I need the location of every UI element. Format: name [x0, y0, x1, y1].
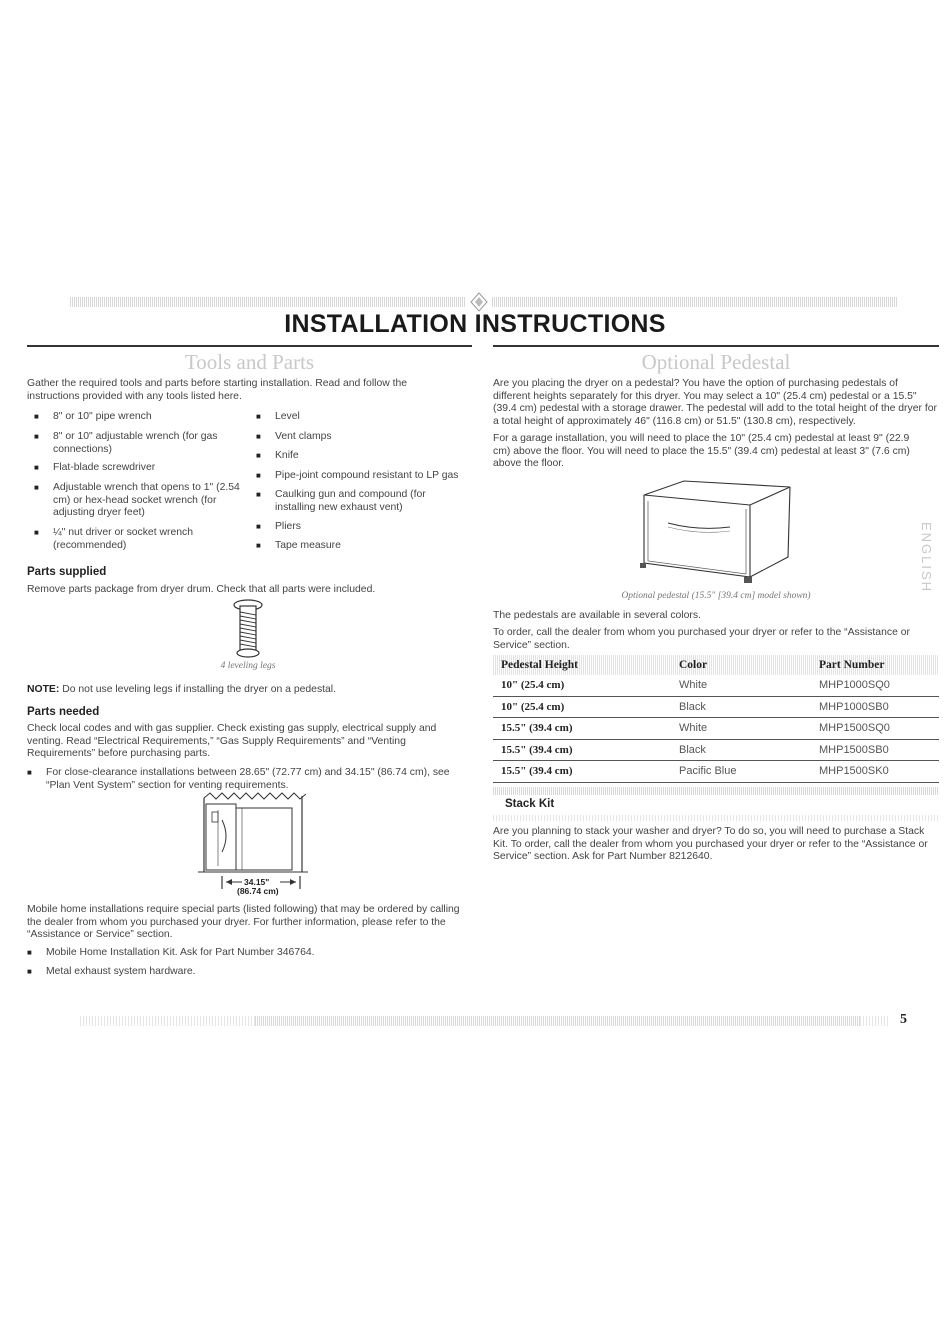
note-text: Do not use leveling legs if installing the dryer on a pedestal.	[62, 684, 337, 695]
tool-item: ■ ¼" nut driver or socket wrench (recommended)	[53, 527, 223, 552]
cell-part-number: MHP1000SQ0	[819, 675, 939, 696]
tool-item: ■ Knife	[275, 450, 465, 463]
dimension-label-inches: 34.15"	[244, 877, 270, 887]
parts-supplied-text: Remove parts package from dryer drum. Check that all parts were included.	[27, 584, 376, 595]
parts-needed-heading: Parts needed	[27, 706, 100, 718]
cell-part-number: MHP1000SB0	[819, 696, 939, 718]
pedestal-caption: Optional pedestal (15.5" [39.4 cm] model shown)	[621, 591, 811, 601]
table-row	[493, 675, 939, 696]
parts-supplied-heading: Parts supplied	[27, 566, 107, 578]
cell-height: 15.5" (39.4 cm)	[493, 761, 679, 783]
table-header-row	[493, 655, 939, 675]
cell-height: 15.5" (39.4 cm)	[493, 718, 679, 740]
mobile-bullet: ■ Metal exhaust system hardware.	[46, 966, 466, 979]
header-hatch-left	[70, 297, 465, 307]
language-side-tab: ENGLISH	[919, 522, 934, 594]
left-title-rule	[27, 345, 472, 347]
tool-item: ■ 8" or 10" pipe wrench	[53, 411, 243, 424]
tool-item: ■ Adjustable wrench that opens to 1" (2.54 cm) or hex-head socket wrench (for adjusting dryer feet)	[53, 482, 240, 520]
pedestal-table	[493, 655, 939, 783]
page-title: INSTALLATION INSTRUCTIONS	[284, 310, 666, 338]
tool-item: ■ Flat-blade screwdriver	[53, 462, 243, 475]
stack-kit-hatch-bottom	[493, 815, 939, 821]
cell-part-number: MHP1500SQ0	[819, 718, 939, 740]
header-hatch-right	[492, 297, 897, 307]
leveling-leg-illustration	[228, 598, 268, 660]
cell-color: White	[679, 675, 819, 696]
pedestal-para-4: To order, call the dealer from whom you purchased your dryer or refer to the “Assistance or Service” section.	[493, 627, 910, 651]
cell-part-number: MHP1500SK0	[819, 761, 939, 783]
header-pedestal-height: Pedestal Height	[493, 655, 679, 675]
table-row	[493, 761, 939, 783]
header-diamond-icon	[470, 292, 488, 312]
table-row	[493, 739, 939, 761]
cell-color: Pacific Blue	[679, 761, 819, 783]
page-number: 5	[900, 1012, 907, 1027]
stack-kit-hatch	[493, 787, 939, 795]
tool-item: ■ Tape measure	[275, 540, 465, 553]
stack-kit-heading: Stack Kit	[505, 798, 555, 810]
pedestal-para-3: The pedestals are available in several colors.	[493, 610, 701, 621]
tool-item: ■ Vent clamps	[275, 431, 465, 444]
header-part-number: Part Number	[819, 655, 939, 675]
tool-item: ■ Level	[275, 411, 465, 424]
tools-and-parts-heading: Tools and Parts	[184, 350, 315, 374]
pedestal-illustration	[638, 477, 794, 585]
optional-pedestal-heading: Optional Pedestal	[641, 350, 791, 374]
cell-part-number: MHP1500SB0	[819, 739, 939, 761]
pedestal-para-1: Are you placing the dryer on a pedestal? You have the option of purchasing pedestals of different heights separately for this dryer. You may select a 10" (25.4 cm) pedestal or a 15.5" (39.4 cm) pedestal with a storage drawer. The pedestal will add to the total height of the dryer for a total height of approximately 46" (116.8 cm) or 51.5" (130.8 cm), respectively.	[493, 378, 937, 427]
mobile-bullet: ■ Mobile Home Installation Kit. Ask for Part Number 346764.	[46, 947, 466, 960]
tools-intro: Gather the required tools and parts before starting installation. Read and follow the instructions provided with any tools listed here.	[27, 378, 408, 402]
note	[27, 684, 467, 697]
legs-caption: 4 leveling legs	[220, 661, 276, 671]
header-color: Color	[679, 655, 819, 675]
cell-height: 10" (25.4 cm)	[493, 675, 679, 696]
parts-needed-text: Check local codes and with gas supplier. Check existing gas supply, electrical supply and venting. Read “Electrical Requirements,” “Gas Supply Requirements” and “Venting Requirements” before purchasing parts.	[27, 723, 437, 760]
cell-height: 10" (25.4 cm)	[493, 696, 679, 718]
cell-color: Black	[679, 739, 819, 761]
table-row	[493, 718, 939, 740]
tool-item: ■ Pliers	[275, 521, 465, 534]
tool-item: ■ 8" or 10" adjustable wrench (for gas connections)	[53, 431, 238, 456]
tool-item: ■ Pipe-joint compound resistant to LP gas	[275, 470, 470, 483]
table-row	[493, 696, 939, 718]
cell-color: White	[679, 718, 819, 740]
mobile-home-text: Mobile home installations require special parts (listed following) that may be ordered by calling the dealer from whom you purchased your dryer. For further information, please refer to the “Assistance or Service” section.	[27, 904, 460, 941]
cell-height: 15.5" (39.4 cm)	[493, 739, 679, 761]
footer-hatch-dark	[255, 1016, 860, 1026]
right-title-rule	[493, 345, 939, 347]
note-label: NOTE:	[27, 684, 60, 695]
dimension-label-cm: (86.74 cm)	[237, 886, 279, 896]
clearance-bullet: ■ For close-clearance installations between 28.65" (72.77 cm) and 34.15" (86.74 cm), see “Plan Vent System” section for venting requirements.	[46, 767, 466, 792]
cell-color: Black	[679, 696, 819, 718]
stack-kit-text: Are you planning to stack your washer and dryer? To do so, you will need to purchase a Stack Kit. To order, call the dealer from whom you purchased your dryer or refer to the “Assistance or Service” section. Ask for Part Number 8212640.	[493, 826, 928, 863]
pedestal-para-2: For a garage installation, you will need to place the 10" (25.4 cm) pedestal at least 9" (22.9 cm) above the floor. You will need to place the 15.5" (39.4 cm) pedestal at least 3" (7.6 cm) above the floor.	[493, 433, 910, 470]
tool-item: ■ Caulking gun and compound (for installing new exhaust vent)	[275, 489, 445, 514]
